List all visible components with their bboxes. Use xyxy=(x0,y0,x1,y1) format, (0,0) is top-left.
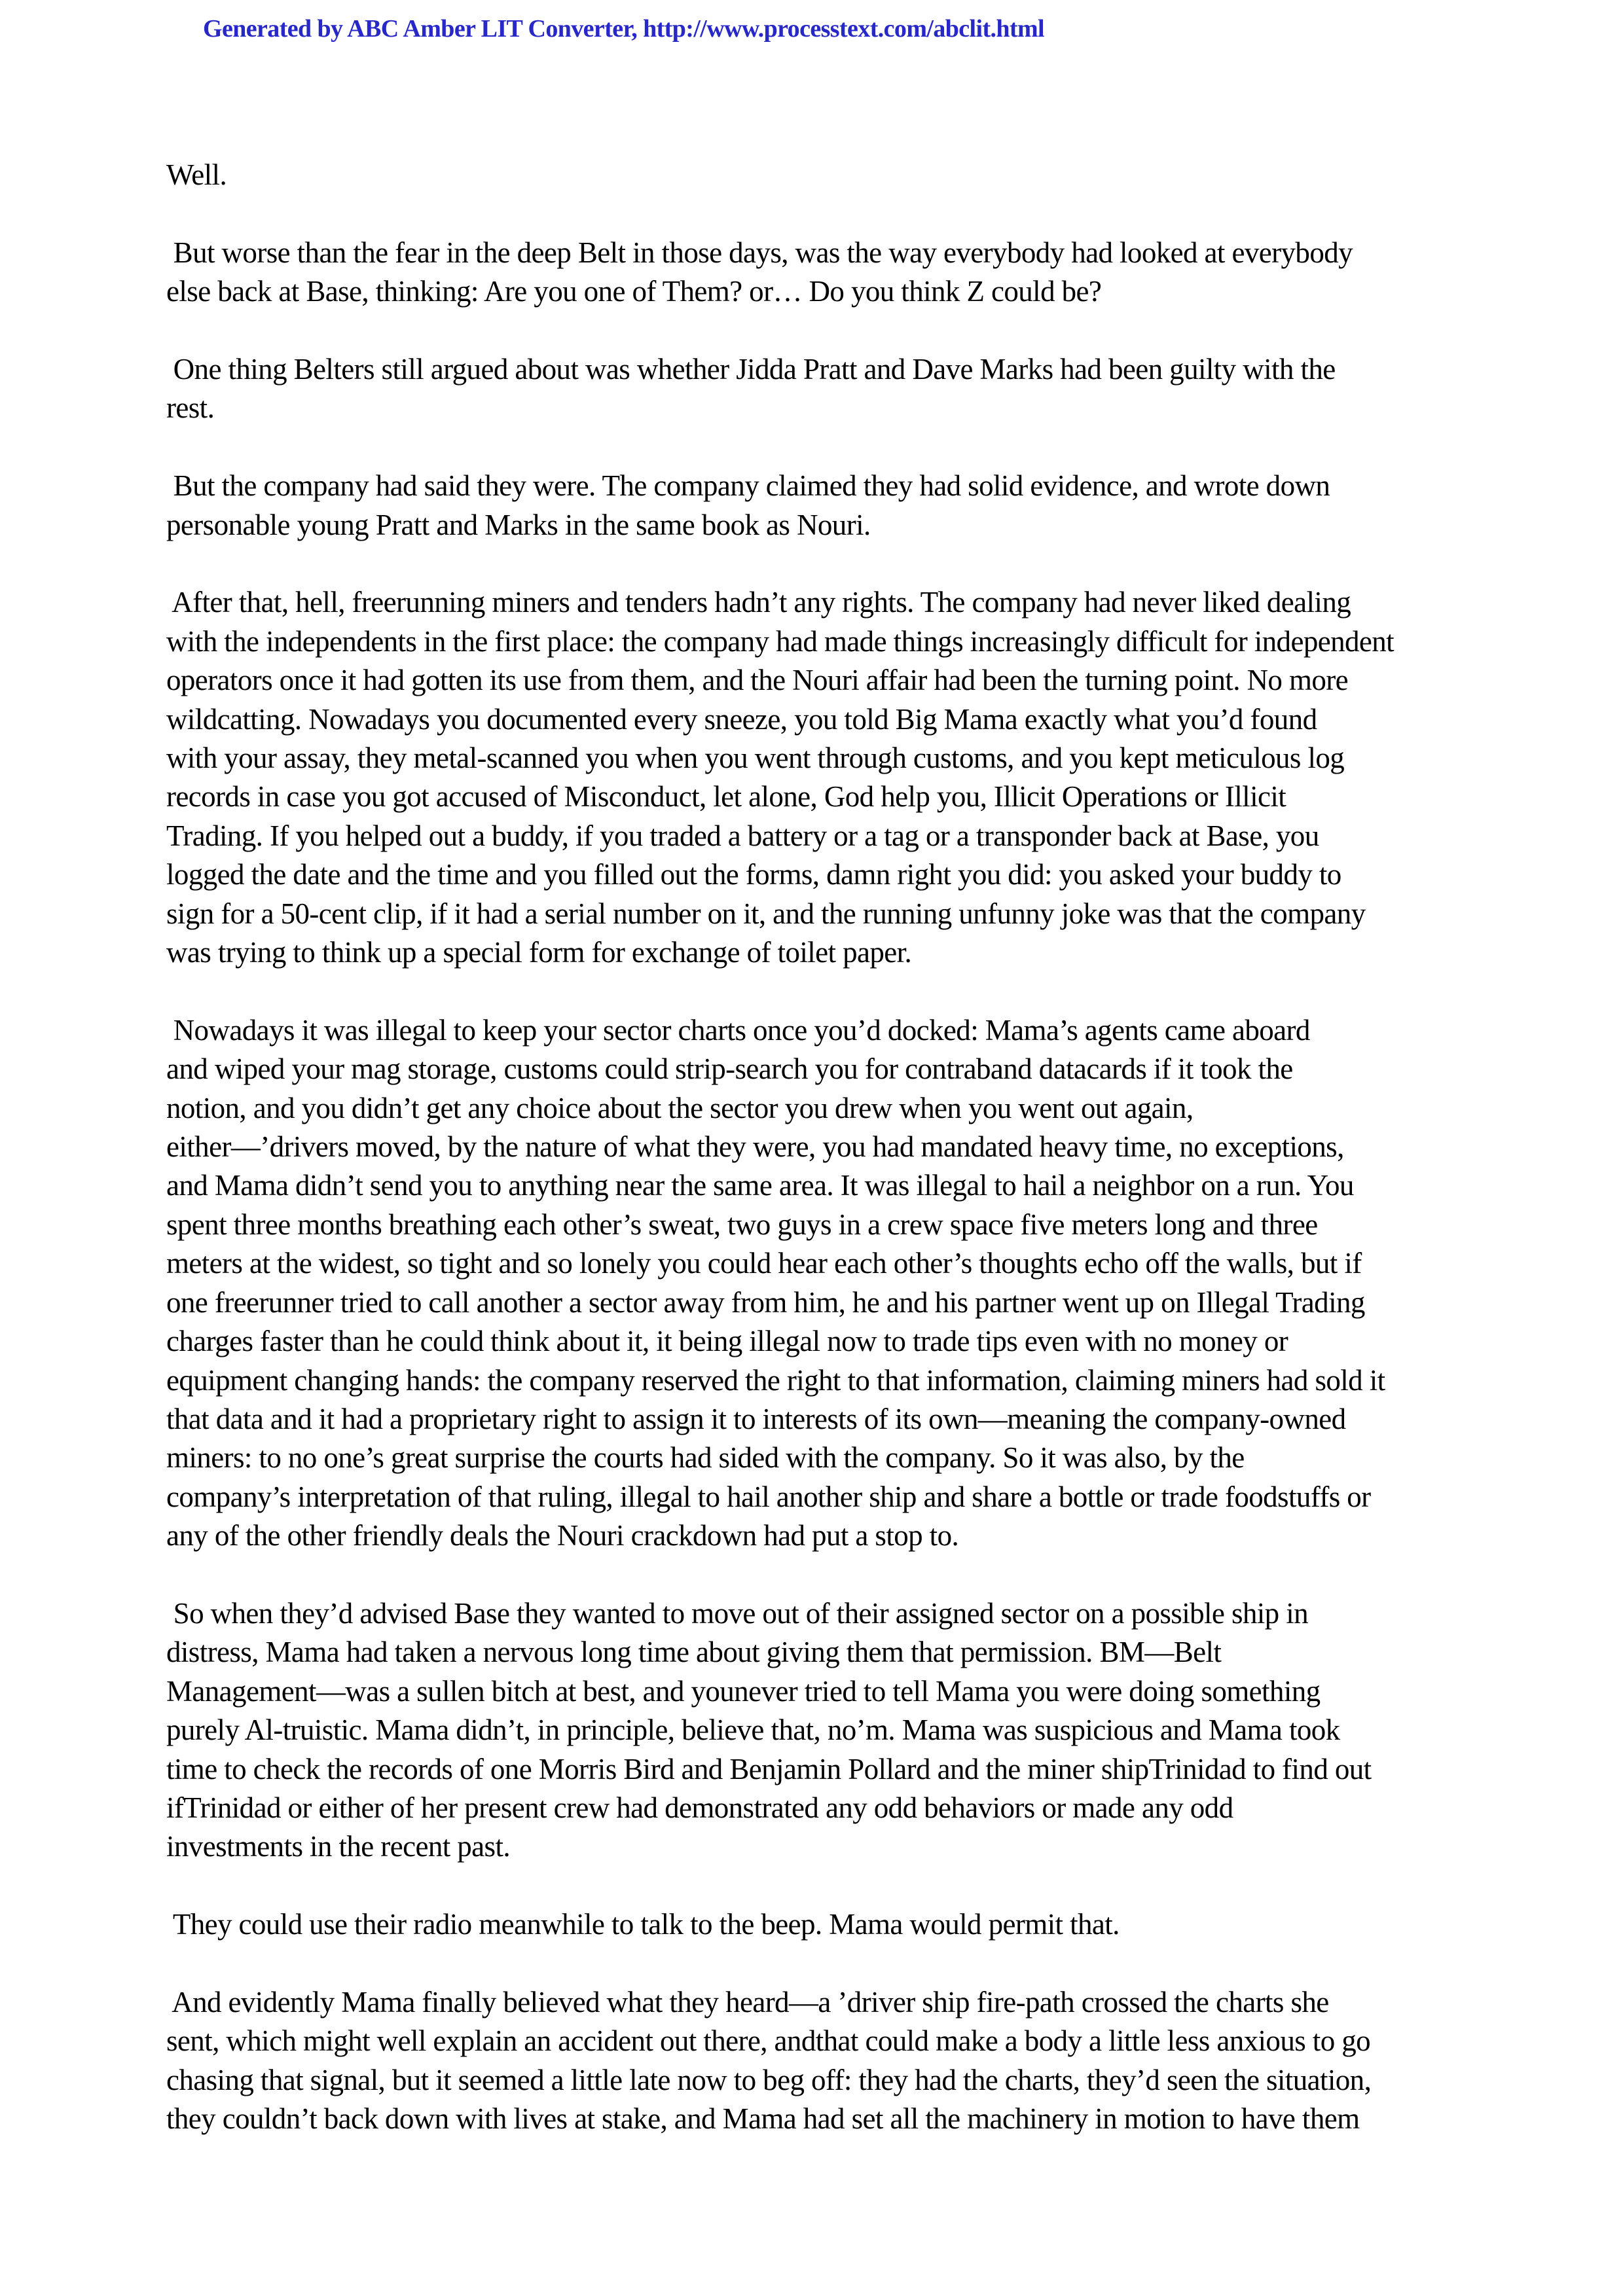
text-line: was trying to think up a special form for exchange of toilet paper. xyxy=(166,936,912,969)
text-line: And evidently Mama finally believed what they heard—a ’driver ship fire-path crossed the charts she xyxy=(166,1985,1329,2018)
paragraph xyxy=(166,1594,1476,1867)
paragraph xyxy=(166,583,1476,972)
paragraph xyxy=(166,1983,1476,2139)
text-line: with your assay, they metal-scanned you when you went through customs, and you kept meticulous log xyxy=(166,742,1345,775)
text-line: But worse than the fear in the deep Belt in those days, was the way everybody had looked at everybody xyxy=(166,236,1353,269)
text-line: sent, which might well explain an accident out there, andthat could make a body a little less anxious to go xyxy=(166,2024,1371,2058)
text-line: Trading. If you helped out a buddy, if you traded a battery or a tag or a transponder back at Base, you xyxy=(166,819,1319,852)
text-line: miners: to no one’s great surprise the courts had sided with the company. So it was also, by the xyxy=(166,1441,1245,1475)
converter-header: Generated by ABC Amber LIT Converter, http://www.processtext.com/abclit.html xyxy=(203,15,1045,43)
text-line: notion, and you didn’t get any choice about the sector you drew when you went out again, xyxy=(166,1091,1194,1124)
text-line: that data and it had a proprietary right to assign it to interests of its own—meaning the company-owned xyxy=(166,1402,1346,1435)
text-line: Well. xyxy=(166,158,227,191)
text-line: But the company had said they were. The company claimed they had solid evidence, and wrote down xyxy=(166,469,1330,503)
text-line: After that, hell, freerunning miners and tenders hadn’t any rights. The company had never liked dealing xyxy=(166,586,1351,619)
text-line: Management—was a sullen bitch at best, and younever tried to tell Mama you were doing something xyxy=(166,1674,1321,1708)
text-line: They could use their radio meanwhile to talk to the beep. Mama would permit that. xyxy=(166,1908,1120,1941)
text-line: one freerunner tried to call another a sector away from him, he and his partner went up on Illegal Trading xyxy=(166,1285,1365,1319)
text-line: spent three months breathing each other’s sweat, two guys in a crew space five meters long and three xyxy=(166,1208,1318,1241)
text-line: personable young Pratt and Marks in the same book as Nouri. xyxy=(166,508,871,541)
text-line: meters at the widest, so tight and so lonely you could hear each other’s thoughts echo off the walls, but if xyxy=(166,1247,1362,1280)
text-line: logged the date and the time and you filled out the forms, damn right you did: you asked your buddy to xyxy=(166,858,1341,891)
text-line: with the independents in the first place: the company had made things increasingly difficult for independent xyxy=(166,624,1395,658)
text-line: wildcatting. Nowadays you documented every sneeze, you told Big Mama exactly what you’d found xyxy=(166,702,1317,736)
text-line: company’s interpretation of that ruling, illegal to hail another ship and share a bottle or trade foodstuffs or xyxy=(166,1480,1371,1513)
text-line: and wiped your mag storage, customs could strip-search you for contraband datacards if it took the xyxy=(166,1052,1293,1086)
text-line: time to check the records of one Morris Bird and Benjamin Pollard and the miner shipTrinidad to find out xyxy=(166,1752,1372,1785)
text-line: records in case you got accused of Misconduct, let alone, God help you, Illicit Operations or Illicit xyxy=(166,780,1286,814)
text-line: investments in the recent past. xyxy=(166,1830,511,1863)
text-line: equipment changing hands: the company reserved the right to that information, claiming miners had sold it xyxy=(166,1363,1385,1397)
paragraph xyxy=(166,1011,1476,1556)
paragraph xyxy=(166,1905,1476,1944)
text-line: sign for a 50-cent clip, if it had a serial number on it, and the running unfunny joke was that the company xyxy=(166,897,1366,930)
text-line: ifTrinidad or either of her present crew had demonstrated any odd behaviors or made any odd xyxy=(166,1791,1233,1824)
text-line: So when they’d advised Base they wanted to move out of their assigned sector on a possible ship in xyxy=(166,1596,1309,1630)
text-line: distress, Mama had taken a nervous long time about giving them that permission. BM—Belt xyxy=(166,1636,1222,1669)
document-body xyxy=(166,156,1476,2178)
paragraph xyxy=(166,156,1476,194)
text-line: else back at Base, thinking: Are you one of Them? or… Do you think Z could be? xyxy=(166,275,1102,308)
paragraph xyxy=(166,350,1476,428)
text-line: either—’drivers moved, by the nature of what they were, you had mandated heavy time, no exceptions, xyxy=(166,1130,1344,1164)
text-line: and Mama didn’t send you to anything near the same area. It was illegal to hail a neighbor on a run. You xyxy=(166,1169,1354,1202)
text-line: charges faster than he could think about it, it being illegal now to trade tips even with no money or xyxy=(166,1325,1288,1358)
text-line: rest. xyxy=(166,391,215,425)
text-line: any of the other friendly deals the Nouri crackdown had put a stop to. xyxy=(166,1519,959,1552)
text-line: operators once it had gotten its use from them, and the Nouri affair had been the turning point. No more xyxy=(166,664,1349,697)
text-line: One thing Belters still argued about was whether Jidda Pratt and Dave Marks had been guilty with the xyxy=(166,353,1336,386)
text-line: Nowadays it was illegal to keep your sector charts once you’d docked: Mama’s agents came aboard xyxy=(166,1013,1310,1047)
paragraph xyxy=(166,234,1476,312)
text-line: they couldn’t back down with lives at stake, and Mama had set all the machinery in motion to have them xyxy=(166,2102,1360,2136)
text-line: chasing that signal, but it seemed a little late now to beg off: they had the charts, they’d seen the situation, xyxy=(166,2063,1372,2096)
text-line: purely Al-truistic. Mama didn’t, in principle, believe that, no’m. Mama was suspicious and Mama took xyxy=(166,1713,1340,1747)
paragraph xyxy=(166,467,1476,545)
